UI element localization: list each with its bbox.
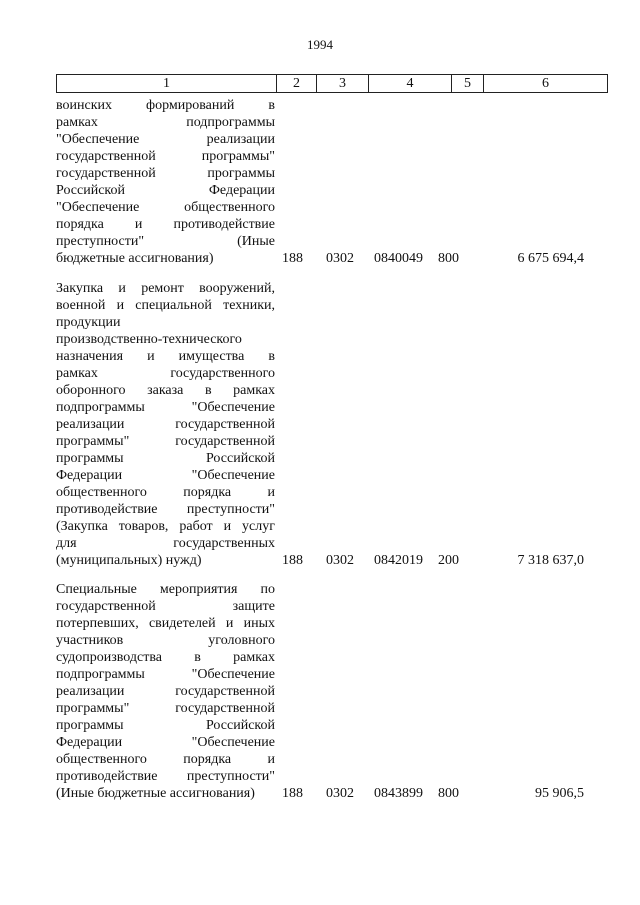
row-values <box>56 552 584 569</box>
row-description <box>56 97 275 267</box>
desc-line: рамках государственного <box>56 366 275 381</box>
page-number: 1994 <box>307 37 333 52</box>
desc-line: государственной защите <box>56 599 275 614</box>
desc-line: подпрограммы "Обеспечение <box>56 667 275 682</box>
desc-line: производственно-технического <box>56 332 242 347</box>
column-header-1: 1 <box>57 75 277 92</box>
desc-line: программы Российской <box>56 451 275 466</box>
column-header-5: 5 <box>452 75 484 92</box>
row-values <box>56 785 584 802</box>
desc-line: (Иные бюджетные ассигнования) <box>56 786 255 801</box>
desc-line: судопроизводства в рамках <box>56 650 275 665</box>
admin-code: 188 <box>282 251 303 266</box>
desc-line: общественного порядка и <box>56 485 275 500</box>
table-header-row <box>56 74 608 93</box>
desc-line: противодействие преступности" <box>56 502 275 517</box>
target-code: 0842019 <box>374 553 423 568</box>
amount: 95 906,5 <box>535 786 584 801</box>
desc-line: Российской Федерации <box>56 183 275 198</box>
section-code: 0302 <box>326 786 354 801</box>
desc-line: продукции <box>56 315 121 330</box>
desc-line: программы" государственной <box>56 701 275 716</box>
desc-line: назначения и имущества в <box>56 349 275 364</box>
desc-line: реализации государственной <box>56 684 275 699</box>
expense-type-code: 800 <box>438 786 459 801</box>
table-row <box>56 97 584 267</box>
desc-line: военной и специальной техники, <box>56 298 275 313</box>
desc-line: программы" государственной <box>56 434 275 449</box>
desc-line: подпрограммы "Обеспечение <box>56 400 275 415</box>
desc-line: (муниципальных) нужд) <box>56 553 202 568</box>
desc-line: потерпевших, свидетелей и иных <box>56 616 275 631</box>
desc-line: государственной программы <box>56 166 275 181</box>
desc-line: "Обеспечение общественного <box>56 200 275 215</box>
desc-line: Специальные мероприятия по <box>56 582 275 597</box>
amount: 6 675 694,4 <box>517 251 584 266</box>
column-header-3: 3 <box>317 75 369 92</box>
expense-type-code: 200 <box>438 553 459 568</box>
target-code: 0843899 <box>374 786 423 801</box>
section-code: 0302 <box>326 553 354 568</box>
section-code: 0302 <box>326 251 354 266</box>
row-description <box>56 581 275 802</box>
desc-line: Закупка и ремонт вооружений, <box>56 281 275 296</box>
column-header-2: 2 <box>277 75 317 92</box>
expense-type-code: 800 <box>438 251 459 266</box>
desc-line: для государственных <box>56 536 275 551</box>
desc-line: преступности" (Иные <box>56 234 275 249</box>
desc-line: воинских формирований в <box>56 98 275 113</box>
desc-line: государственной программы" <box>56 149 275 164</box>
desc-line: Федерации "Обеспечение <box>56 468 275 483</box>
column-header-6: 6 <box>542 76 549 91</box>
admin-code: 188 <box>282 553 303 568</box>
desc-line: оборонного заказа в рамках <box>56 383 275 398</box>
table-row <box>56 581 584 802</box>
desc-line: бюджетные ассигнования) <box>56 251 214 266</box>
desc-line: участников уголовного <box>56 633 275 648</box>
desc-line: программы Российской <box>56 718 275 733</box>
desc-line: "Обеспечение реализации <box>56 132 275 147</box>
desc-line: общественного порядка и <box>56 752 275 767</box>
target-code: 0840049 <box>374 251 423 266</box>
desc-line: (Закупка товаров, работ и услуг <box>56 519 275 534</box>
amount: 7 318 637,0 <box>517 553 584 568</box>
admin-code: 188 <box>282 786 303 801</box>
desc-line: Федерации "Обеспечение <box>56 735 275 750</box>
desc-line: реализации государственной <box>56 417 275 432</box>
table-row <box>56 280 584 569</box>
desc-line: противодействие преступности" <box>56 769 275 784</box>
row-description <box>56 280 275 569</box>
desc-line: рамках подпрограммы <box>56 115 275 130</box>
row-values <box>56 250 584 267</box>
desc-line: порядка и противодействие <box>56 217 275 232</box>
column-header-4: 4 <box>369 75 452 92</box>
